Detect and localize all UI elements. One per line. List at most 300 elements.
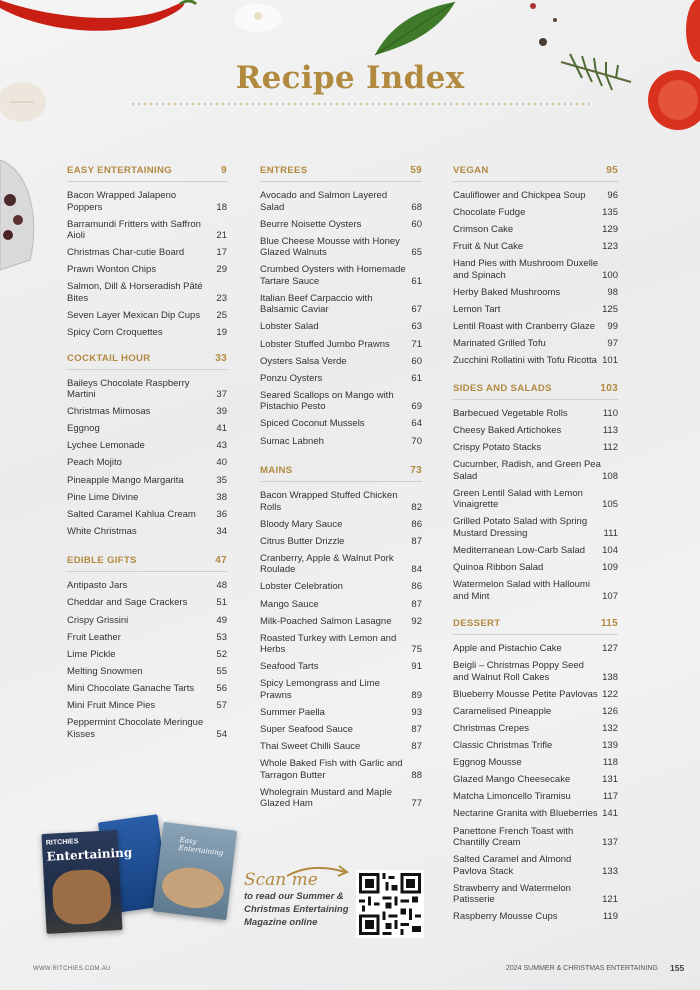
recipe-entry [67,264,227,276]
section-sides-and-salads [453,383,618,602]
recipe-name: Seven Layer Mexican Dip Cups [67,309,201,321]
recipe-page: 56 [216,682,227,694]
recipe-name: Mediterranean Low-Carb Salad [453,544,586,556]
recipe-name: Avocado and Salmon Layered Salad [260,190,388,213]
recipe-page: 23 [216,292,227,304]
section-mains [260,465,422,810]
recipe-entry [67,219,227,242]
section-page: 73 [410,465,422,477]
recipe-name: Cheddar and Sage Crackers [67,597,188,609]
recipe-name: Milk-Poached Salmon Lasagne [260,615,392,627]
recipe-page: 139 [602,740,618,752]
recipe-name: Ponzu Oysters [260,372,323,384]
section-page: 9 [221,165,227,176]
recipe-page: 141 [602,808,618,820]
recipe-name: Italian Beef Carpaccio with Balsamic Caviar [260,292,373,316]
recipe-name: Cucumber, Radish, and Green Pea Salad [453,459,601,482]
recipe-name: Salted Caramel and Almond Pavlova Stack [453,854,572,877]
recipe-name: Marinated Grilled Tofu [453,338,546,350]
recipe-entry [453,791,618,803]
recipe-name: Crumbed Oysters with Homemade Tartare Sauce [260,264,406,287]
recipe-page: 138 [602,671,618,683]
section-heading: DESSERT [453,618,501,630]
recipe-name: Summer Paella [260,706,325,718]
recipe-page: 104 [602,544,618,556]
recipe-name: Caramelised Pineapple [453,705,552,717]
recipe-name: Matcha Limoncello Tiramisu [453,791,571,803]
recipe-page: 108 [602,470,618,482]
recipe-name: Oysters Salsa Verde [260,355,347,367]
magazine-cover-1 [41,830,133,934]
section-entrees [260,165,422,447]
recipe-name: Mini Fruit Mince Pies [67,699,156,711]
recipe-entry [453,425,618,437]
recipe-name: Beigli – Christmas Poppy Seed and Walnut Roll Cakes [453,660,584,683]
recipe-name: Barramundi Fritters with Saffron Aioli [67,218,201,242]
section-heading: MAINS [260,465,293,477]
section-easy-entertaining [67,165,227,339]
recipe-page: 113 [602,424,618,436]
recipe-name: Blue Cheese Mousse with Honey Glazed Walnuts [260,235,400,259]
title-underline-decoration [130,101,590,107]
recipe-name: Salted Caramel Kahlua Cream [67,508,196,520]
recipe-page: 25 [216,309,227,321]
recipe-page: 19 [216,327,227,339]
recipe-entry [453,287,618,299]
recipe-entry [67,649,227,661]
recipe-entry [453,338,618,350]
recipe-name: Grilled Potato Salad with Spring Mustard Dressing [453,516,588,539]
recipe-page: 122 [602,688,618,700]
flower-image [228,0,288,40]
recipe-name: Watermelon Salad with Halloumi and Mint [453,579,590,602]
recipe-page: 70 [411,435,422,447]
recipe-page: 87 [411,741,422,753]
recipe-entry [260,293,422,316]
section-vegan [453,165,618,367]
recipe-name: Antipasto Jars [67,580,128,592]
recipe-name: Prawn Wonton Chips [67,264,157,276]
index-column-3 [453,165,618,928]
section-heading: EDIBLE GIFTS [67,555,137,567]
recipe-name: Christmas Char-cutie Board [67,247,185,259]
chilli-pepper-image [0,0,200,60]
recipe-entry [260,616,422,628]
recipe-entry [453,911,618,923]
recipe-entry [67,700,227,712]
section-cocktail-hour [67,353,227,538]
recipe-page: 61 [411,275,422,287]
recipe-page: 105 [602,499,618,511]
recipe-name: Wholegrain Mustard and Maple Glazed Ham [260,786,393,810]
recipe-name: Cheesy Baked Artichokes [453,424,562,436]
section-page: 103 [600,382,618,394]
recipe-name: Spiced Coconut Mussels [260,418,365,430]
page-title: Recipe Index [235,60,465,96]
recipe-page: 29 [216,264,227,276]
recipe-name: Seafood Tarts [260,661,319,673]
recipe-name: Thai Sweet Chilli Sauce [260,741,361,753]
recipe-entry [453,190,618,202]
recipe-entry [453,516,618,539]
recipe-entry [260,724,422,736]
recipe-name: Bacon Wrapped Jalapeno Poppers [67,190,177,213]
recipe-entry [67,457,227,469]
recipe-name: Peppermint Chocolate Meringue Kisses [67,717,204,740]
recipe-entry [260,553,422,576]
recipe-name: Lime Pickle [67,648,116,660]
recipe-page: 77 [411,798,422,810]
recipe-page: 43 [216,440,227,452]
recipe-page: 39 [216,406,227,418]
footer-website: WWW.RITCHIES.COM.AU [33,966,111,972]
recipe-name: White Christmas [67,525,137,537]
recipe-entry [453,740,618,752]
recipe-name: Super Seafood Sauce [260,724,353,736]
recipe-page: 54 [216,728,227,740]
qr-code-icon[interactable] [356,870,424,938]
section-page: 33 [215,352,227,364]
recipe-name: Christmas Crepes [453,722,530,734]
recipe-entry [260,490,422,513]
recipe-entry [260,373,422,385]
recipe-name: Blueberry Mousse Petite Pavlovas [453,688,598,700]
recipe-name: Mango Sauce [260,598,319,610]
recipe-page: 89 [411,689,422,701]
recipe-name: Crispy Grissini [67,614,129,626]
recipe-name: Salmon, Dill & Horseradish Pâté Bites [67,281,203,304]
recipe-page: 40 [216,457,227,469]
footer-publication: 2024 SUMMER & CHRISTMAS ENTERTAINING [506,965,658,972]
recipe-entry [67,632,227,644]
recipe-page: 100 [602,269,618,281]
recipe-entry [67,717,227,740]
recipe-name: Lobster Salad [260,321,319,333]
recipe-entry [67,683,227,695]
recipe-entry [67,580,227,592]
recipe-name: Melting Snowmen [67,665,143,677]
section-page: 47 [215,555,227,567]
magazine-brand: RITCHIES [45,838,79,847]
recipe-page: 121 [602,894,618,906]
recipe-entry [260,190,422,213]
recipe-entry [453,723,618,735]
recipe-page: 84 [411,564,422,576]
section-page: 59 [410,165,422,176]
recipe-page: 75 [411,644,422,656]
recipe-name: Glazed Mango Cheesecake [453,774,571,786]
recipe-entry [453,757,618,769]
recipe-entry [67,406,227,418]
recipe-entry [67,666,227,678]
recipe-page: 135 [602,207,618,219]
recipe-entry [260,633,422,656]
recipe-page: 38 [216,491,227,503]
recipe-entry [67,475,227,487]
recipe-entry [453,355,618,367]
recipe-entry [67,615,227,627]
recipe-page: 71 [411,338,422,350]
recipe-entry [67,190,227,213]
recipe-page: 68 [411,201,422,213]
recipe-entry [453,883,618,906]
recipe-page: 97 [607,338,618,350]
recipe-name: Strawberry and Watermelon Patisserie [453,882,571,906]
recipe-page: 49 [216,614,227,626]
recipe-name: Chocolate Fudge [453,207,526,219]
section-heading: SIDES AND SALADS [453,382,552,394]
recipe-entry [260,418,422,430]
recipe-name: Lemon Tart [453,304,501,316]
recipe-entry [453,854,618,877]
recipe-entry [260,599,422,611]
recipe-entry [453,442,618,454]
recipe-page: 86 [411,581,422,593]
cookies-image [51,869,112,926]
recipe-name: Pineapple Mango Margarita [67,474,184,486]
recipe-name: Fruit & Nut Cake [453,241,524,253]
recipe-entry [260,661,422,673]
section-dessert [453,618,618,923]
recipe-name: Spicy Lemongrass and Lime Prawns [260,678,380,701]
recipe-page: 87 [411,598,422,610]
recipe-page: 37 [216,389,227,401]
recipe-name: Panettone French Toast with Chantilly Cream [453,825,574,849]
recipe-name: Fruit Leather [67,631,121,643]
recipe-entry [67,509,227,521]
recipe-page: 55 [216,665,227,677]
recipe-entry [453,826,618,849]
recipe-page: 126 [602,705,618,717]
index-column-2 [260,165,422,815]
recipe-name: Eggnog Mousse [453,757,522,769]
recipe-entry [453,579,618,602]
recipe-page: 131 [602,774,618,786]
recipe-name: Lobster Celebration [260,581,343,593]
recipe-name: Sumac Labneh [260,435,324,447]
magazine-title: Easy Entertaining [178,835,224,858]
recipe-page: 48 [216,580,227,592]
recipe-name: Quinoa Ribbon Salad [453,562,544,573]
section-heading: VEGAN [453,165,489,176]
recipe-entry [453,258,618,281]
recipe-page: 63 [411,321,422,333]
magazine-title: Entertaining [46,845,133,864]
recipe-page: 96 [607,190,618,201]
recipe-page: 92 [411,615,422,627]
recipe-entry [260,536,422,548]
recipe-entry [67,281,227,304]
recipe-name: Spicy Corn Croquettes [67,327,163,339]
recipe-name: Eggnog [67,423,100,435]
recipe-entry [453,808,618,820]
recipe-page: 87 [411,724,422,736]
page-number: 155 [670,963,685,973]
recipe-entry [67,526,227,538]
recipe-page: 51 [216,597,227,609]
recipe-name: Bloody Mary Sauce [260,518,343,530]
recipe-entry [453,241,618,253]
section-page: 115 [600,618,618,630]
recipe-page: 41 [216,423,227,435]
scan-me-title: Scan me [244,870,318,890]
recipe-name: Lychee Lemonade [67,440,145,452]
recipe-name: Nectarine Granita with Blueberries [453,808,598,820]
recipe-name: Crispy Potato Stacks [453,442,542,454]
section-heading: ENTREES [260,165,308,176]
recipe-name: Peach Mojito [67,457,122,469]
recipe-page: 111 [603,527,618,539]
recipe-entry [260,339,422,351]
recipe-page: 101 [602,355,618,367]
recipe-entry [67,247,227,259]
recipe-page: 88 [411,769,422,781]
basil-leaf-image [370,0,460,60]
recipe-page: 67 [411,304,422,316]
recipe-entry [453,562,618,574]
recipe-page: 53 [216,631,227,643]
recipe-entry [453,408,618,420]
recipe-entry [453,207,618,219]
recipe-entry [453,488,618,511]
recipe-name: Herby Baked Mushrooms [453,286,561,298]
recipe-page: 82 [411,501,422,513]
recipe-name: Lentil Roast with Cranberry Glaze [453,321,596,333]
recipe-page: 99 [607,321,618,333]
recipe-name: Pine Lime Divine [67,491,139,503]
recipe-page: 112 [602,442,618,454]
recipe-entry [453,660,618,683]
recipe-entry [260,707,422,719]
recipe-entry [453,689,618,701]
recipe-name: Bacon Wrapped Stuffed Chicken Rolls [260,490,398,513]
recipe-entry [260,758,422,781]
bowl-image [0,160,38,270]
recipe-page: 133 [602,865,618,877]
recipe-entry [260,678,422,701]
recipe-entry [453,321,618,333]
recipe-entry [453,545,618,557]
index-column-1 [67,165,227,746]
recipe-entry [67,378,227,401]
recipe-page: 129 [602,224,618,236]
recipe-entry [260,356,422,368]
recipe-name: Whole Baked Fish with Garlic and Tarragon Butter [260,758,403,781]
scan-me-text: to read our Summer & Christmas Entertaining Magazine online [244,891,349,928]
recipe-page: 21 [216,230,227,242]
recipe-name: Green Lentil Salad with Lemon Vinaigrette [453,487,583,511]
recipe-page: 34 [216,525,227,537]
recipe-entry [453,774,618,786]
recipe-page: 117 [602,791,618,803]
section-heading: COCKTAIL HOUR [67,352,151,364]
recipe-entry [453,643,618,655]
recipe-entry [453,304,618,316]
recipe-page: 107 [602,590,618,602]
recipe-page: 132 [602,722,618,734]
recipe-page: 109 [602,562,618,573]
section-page: 95 [606,165,618,176]
recipe-name: Apple and Pistachio Cake [453,643,562,655]
recipe-page: 137 [602,837,618,849]
magazine-cover-3 [153,822,237,920]
recipe-page: 86 [411,518,422,530]
recipe-name: Baileys Chocolate Raspberry Martini [67,377,190,401]
recipe-page: 125 [602,304,618,316]
recipe-entry [67,423,227,435]
recipe-page: 118 [602,757,618,769]
recipe-name: Mini Chocolate Ganache Tarts [67,682,195,694]
recipe-entry [67,440,227,452]
recipe-entry [260,236,422,259]
recipe-page: 87 [411,535,422,547]
section-edible-gifts [67,555,227,740]
recipe-entry [260,787,422,810]
recipe-name: Christmas Mimosas [67,406,151,418]
peppercorns-image [505,0,565,50]
recipe-name: Crimson Cake [453,224,514,236]
recipe-page: 91 [411,661,422,673]
recipe-page: 36 [216,508,227,520]
recipe-page: 69 [411,401,422,413]
recipe-page: 123 [602,241,618,253]
recipe-entry [453,459,618,482]
recipe-name: Hand Pies with Mushroom Duxelle and Spinach [453,258,599,281]
recipe-entry [67,597,227,609]
recipe-entry [453,706,618,718]
recipe-page: 64 [411,418,422,430]
section-heading: EASY ENTERTAINING [67,165,172,176]
recipe-entry [260,264,422,287]
recipe-name: Seared Scallops on Mango with Pistachio Pesto [260,389,394,413]
recipe-name: Cauliflower and Chickpea Soup [453,190,586,201]
recipe-entry [67,310,227,322]
recipe-page: 17 [216,247,227,259]
recipe-name: Cranberry, Apple & Walnut Pork Roulade [260,552,394,576]
recipe-name: Citrus Butter Drizzle [260,535,345,547]
recipe-page: 35 [216,474,227,486]
recipe-page: 57 [216,699,227,711]
recipe-page: 110 [602,407,618,419]
recipe-entry [260,219,422,231]
recipe-entry [260,436,422,448]
recipe-entry [453,224,618,236]
recipe-name: Classic Christmas Trifle [453,740,553,752]
recipe-page: 61 [411,372,422,384]
recipe-page: 127 [602,643,618,655]
recipe-page: 60 [411,355,422,367]
recipe-page: 98 [607,286,618,298]
recipe-page: 93 [411,706,422,718]
recipe-entry [67,492,227,504]
recipe-entry [260,581,422,593]
recipe-page: 52 [216,648,227,660]
recipe-entry [260,390,422,413]
recipe-entry [260,519,422,531]
recipe-name: Raspberry Mousse Cups [453,911,558,923]
recipe-page: 60 [411,218,422,230]
recipe-name: Lobster Stuffed Jumbo Prawns [260,338,390,350]
recipe-entry [67,327,227,339]
recipe-name: Roasted Turkey with Lemon and Herbs [260,632,397,656]
recipe-entry [260,321,422,333]
recipe-page: 119 [602,911,618,923]
recipe-name: Zucchini Rollatini with Tofu Ricotta [453,355,597,367]
recipe-entry [260,741,422,753]
food-platter-image [160,864,226,911]
recipe-page: 18 [216,201,227,213]
recipe-name: Beurre Noisette Oysters [260,218,362,230]
